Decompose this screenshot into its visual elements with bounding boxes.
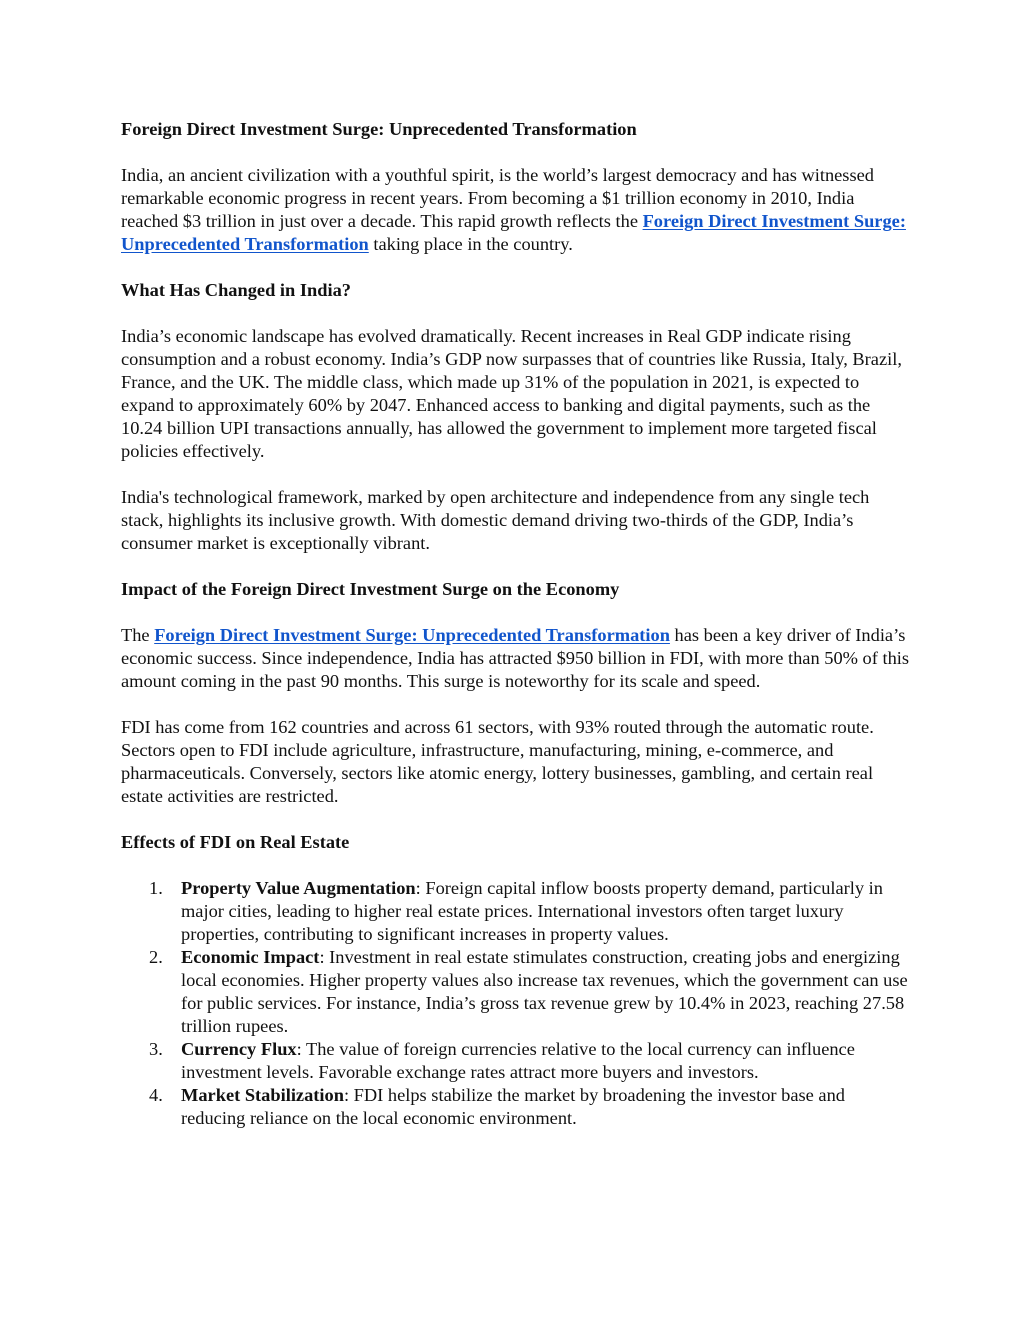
changes-paragraph-1: India’s economic landscape has evolved dramatically. Recent increases in Real GDP indicate rising consumption and a robust economy. India’s GDP now surpasses that of countries like Russia, Italy, Brazil, France, and the UK. The middle class, which made up 31% of the population in 2021, is expected to expand to approximately 60% by 2047. Enhanced access to banking and digital payments, such as the 10.24 billion UPI transactions annually, has allowed the government to implement more targeted fiscal policies effectively.	[121, 326, 902, 461]
list-term: Property Value Augmentation	[181, 878, 416, 898]
intro-text-end: taking place in the country.	[368, 234, 573, 254]
impact-text-end: has been a key driver of India’s economic success. Since independence, India has attracted $950 billion in FDI, with more than 50% of this amount coming in the past 90 months. This surge is noteworthy for its scale and speed.	[121, 625, 910, 691]
list-item	[121, 877, 911, 946]
changes-paragraph-2: India's technological framework, marked by open architecture and independence from any single tech stack, highlights its inclusive growth. With domestic demand driving two-thirds of the GDP, India’s consumer market is exceptionally vibrant.	[121, 487, 870, 553]
intro-link[interactable]: Foreign Direct Investment Surge: Unprecedented Transformation	[121, 211, 906, 254]
list-number: 2.	[149, 947, 163, 967]
effects-list	[121, 877, 911, 1130]
impact-paragraph-1	[121, 624, 911, 693]
list-term: Economic Impact	[181, 947, 320, 967]
document-page	[121, 118, 911, 1130]
list-term: Market Stabilization	[181, 1085, 344, 1105]
list-item	[121, 1084, 911, 1130]
list-number: 3.	[149, 1039, 163, 1059]
list-number: 1.	[149, 878, 163, 898]
list-text: : Foreign capital inflow boosts property demand, particularly in major cities, leading to higher real estate prices. International investors often target luxury properties, contributing to significant increases in property values.	[181, 878, 883, 944]
intro-paragraph	[121, 164, 911, 256]
list-number: 4.	[149, 1085, 163, 1105]
document-title: Foreign Direct Investment Surge: Unprecedented Transformation	[121, 119, 637, 139]
list-text: : FDI helps stabilize the market by broadening the investor base and reducing reliance on the local economic environment.	[181, 1085, 845, 1128]
impact-heading: Impact of the Foreign Direct Investment Surge on the Economy	[121, 579, 620, 599]
list-term: Currency Flux	[181, 1039, 297, 1059]
impact-link[interactable]: Foreign Direct Investment Surge: Unprecedented Transformation	[154, 625, 670, 645]
real-estate-heading: Effects of FDI on Real Estate	[121, 832, 350, 852]
intro-text: India, an ancient civilization with a youthful spirit, is the world’s largest democracy and has witnessed remarkable economic progress in recent years. From becoming a $1 trillion economy in 2010, India reached $3 trillion in just over a decade. This rapid growth reflects the	[121, 165, 874, 231]
list-text: : The value of foreign currencies relative to the local currency can influence investment levels. Favorable exchange rates attract more buyers and investors.	[181, 1039, 855, 1082]
impact-text: The	[121, 625, 155, 645]
changes-heading: What Has Changed in India?	[121, 280, 351, 300]
impact-paragraph-2: FDI has come from 162 countries and across 61 sectors, with 93% routed through the automatic route. Sectors open to FDI include agriculture, infrastructure, manufacturing, mining, e-commerce, and pharmaceuticals. Conversely, sectors like atomic energy, lottery businesses, gambling, and certain real estate activities are restricted.	[121, 717, 874, 806]
list-item	[121, 946, 911, 1038]
list-text: : Investment in real estate stimulates construction, creating jobs and energizing local economies. Higher property values also increase tax revenues, which the government can use for public services. For instance, India’s gross tax revenue grew by 10.4% in 2023, reaching 27.58 trillion rupees.	[181, 947, 908, 1036]
list-item	[121, 1038, 911, 1084]
